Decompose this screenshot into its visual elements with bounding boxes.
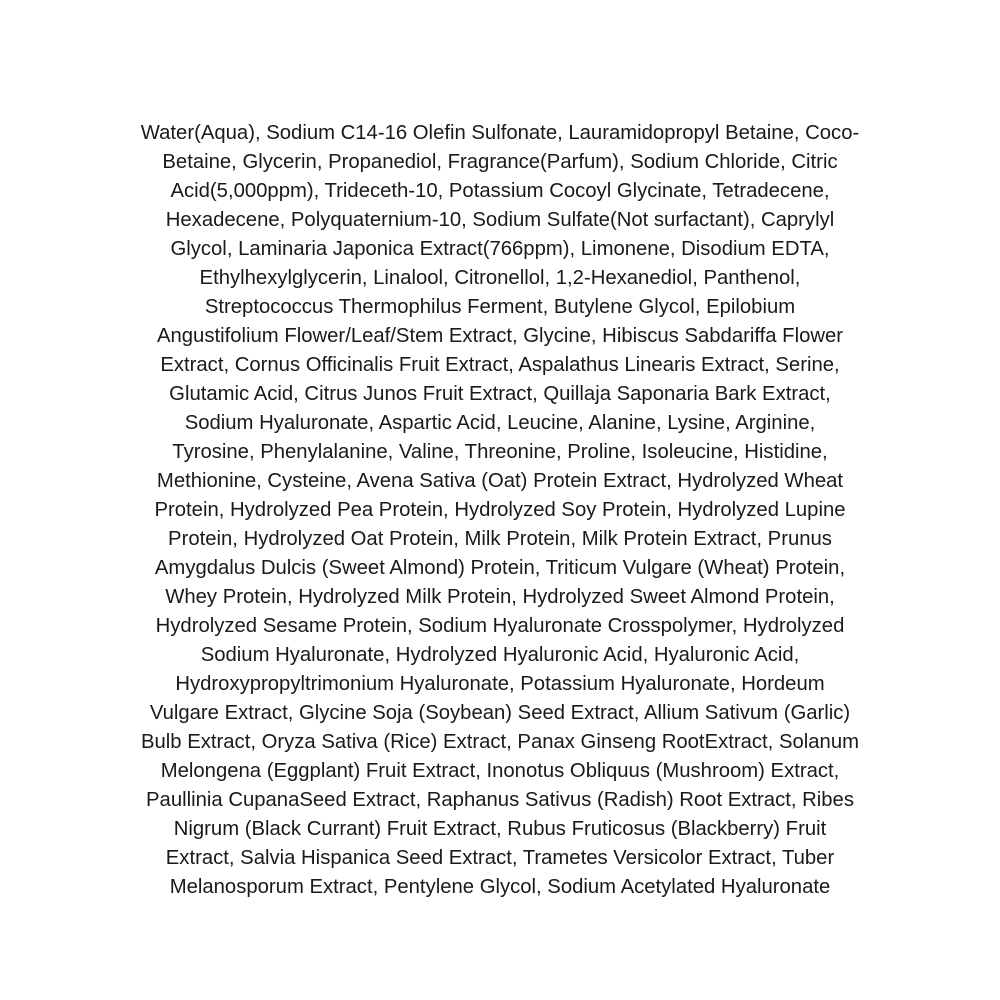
ingredient-line-4: Hexadecene, Polyquaternium-10, Sodium Sulfate(Not surfactant), Caprylyl <box>165 209 835 231</box>
ingredient-line-12: Tyrosine, Phenylalanine, Valine, Threonine, Proline, Isoleucine, Histidine, <box>172 441 828 463</box>
ingredient-line-25: Nigrum (Black Currant) Fruit Extract, Rubus Fruticosus (Blackberry) Fruit <box>173 818 827 840</box>
ingredient-line-3: Acid(5,000ppm), Trideceth-10, Potassium Cocoyl Glycinate, Tetradecene, <box>170 180 830 202</box>
ingredient-line-9: Extract, Cornus Officinalis Fruit Extract, Aspalathus Linearis Extract, Serine, <box>160 354 840 376</box>
ingredient-line-11: Sodium Hyaluronate, Aspartic Acid, Leucine, Alanine, Lysine, Arginine, <box>184 412 816 434</box>
ingredient-line-10: Glutamic Acid, Citrus Junos Fruit Extract, Quillaja Saponaria Bark Extract, <box>169 383 831 405</box>
ingredient-line-6: Ethylhexylglycerin, Linalool, Citronellol, 1,2-Hexanediol, Panthenol, <box>199 267 801 289</box>
ingredient-line-20: Hydroxypropyltrimonium Hyaluronate, Potassium Hyaluronate, Hordeum <box>175 673 825 695</box>
ingredient-line-13: Methionine, Cysteine, Avena Sativa (Oat) Protein Extract, Hydrolyzed Wheat <box>156 470 844 492</box>
ingredient-line-27: Melanosporum Extract, Pentylene Glycol, Sodium Acetylated Hyaluronate <box>169 876 831 898</box>
ingredient-line-8: Angustifolium Flower/Leaf/Stem Extract, Glycine, Hibiscus Sabdariffa Flower <box>156 325 844 347</box>
ingredient-line-1: Water(Aqua), Sodium C14-16 Olefin Sulfonate, Lauramidopropyl Betaine, Coco- <box>140 122 860 144</box>
ingredient-line-17: Whey Protein, Hydrolyzed Milk Protein, Hydrolyzed Sweet Almond Protein, <box>165 586 835 608</box>
ingredient-line-19: Sodium Hyaluronate, Hydrolyzed Hyaluronic Acid, Hyaluronic Acid, <box>200 644 800 666</box>
ingredient-line-24: Paullinia CupanaSeed Extract, Raphanus Sativus (Radish) Root Extract, Ribes <box>146 789 854 811</box>
ingredient-line-5: Glycol, Laminaria Japonica Extract(766ppm), Limonene, Disodium EDTA, <box>170 238 830 260</box>
ingredient-line-14: Protein, Hydrolyzed Pea Protein, Hydrolyzed Soy Protein, Hydrolyzed Lupine <box>154 499 846 521</box>
ingredient-line-16: Amygdalus Dulcis (Sweet Almond) Protein, Triticum Vulgare (Wheat) Protein, <box>154 557 846 579</box>
ingredient-line-2: Betaine, Glycerin, Propanediol, Fragrance(Parfum), Sodium Chloride, Citric <box>162 151 838 173</box>
ingredient-line-21: Vulgare Extract, Glycine Soja (Soybean) Seed Extract, Allium Sativum (Garlic) <box>149 702 851 724</box>
ingredient-line-26: Extract, Salvia Hispanica Seed Extract, Trametes Versicolor Extract, Tuber <box>165 847 835 869</box>
ingredient-line-22: Bulb Extract, Oryza Sativa (Rice) Extract, Panax Ginseng RootExtract, Solanum <box>140 731 859 753</box>
ingredient-list <box>96 119 904 902</box>
ingredient-line-18: Hydrolyzed Sesame Protein, Sodium Hyaluronate Crosspolymer, Hydrolyzed <box>155 615 845 637</box>
ingredient-line-23: Melongena (Eggplant) Fruit Extract, Inonotus Obliquus (Mushroom) Extract, <box>160 760 840 782</box>
ingredient-line-7: Streptococcus Thermophilus Ferment, Butylene Glycol, Epilobium <box>204 296 796 318</box>
ingredient-line-15: Protein, Hydrolyzed Oat Protein, Milk Protein, Milk Protein Extract, Prunus <box>168 528 832 550</box>
